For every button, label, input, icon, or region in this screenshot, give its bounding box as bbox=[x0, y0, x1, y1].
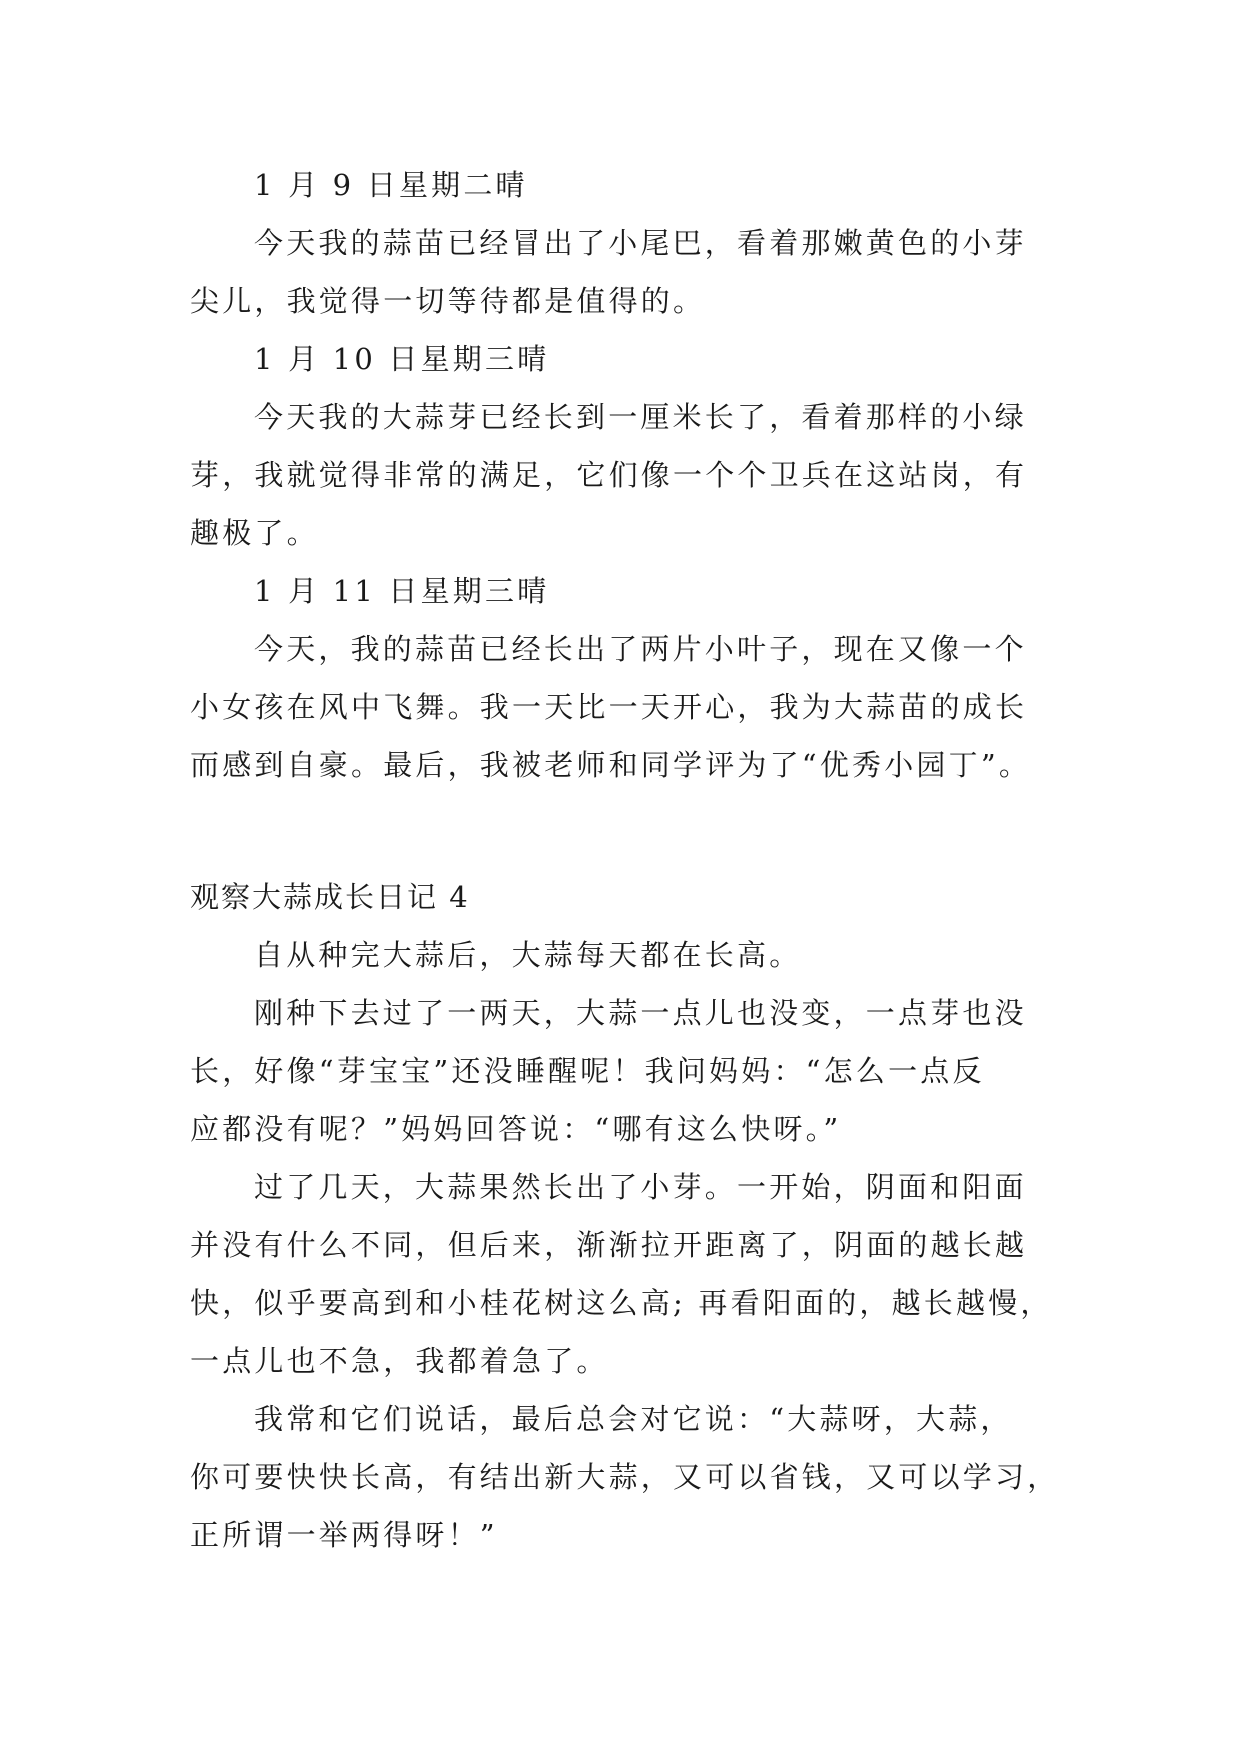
paragraph-line: 正所谓一举两得呀！” bbox=[190, 1518, 498, 1552]
paragraph-line: 你可要快快长高，有结出新大蒜，又可以省钱，又可以学习， bbox=[190, 1460, 1060, 1494]
paragraph-line: 我常和它们说话，最后总会对它说：“大蒜呀，大蒜， bbox=[254, 1402, 1013, 1436]
section-title: 观察大蒜成长日记 4 bbox=[190, 880, 470, 914]
diary-date: 1 月 9 日星期二晴 bbox=[254, 168, 528, 202]
paragraph-line: 趣极了。 bbox=[190, 516, 319, 550]
paragraph-line: 今天，我的蒜苗已经长出了两片小叶子，现在又像一个 bbox=[254, 632, 1027, 666]
paragraph-line: 尖儿，我觉得一切等待都是值得的。 bbox=[190, 284, 706, 318]
paragraph-line: 一点儿也不急，我都着急了。 bbox=[190, 1344, 609, 1378]
paragraph-line: 而感到自豪。最后，我被老师和同学评为了“优秀小园丁”。 bbox=[190, 748, 1032, 782]
section-spacer bbox=[190, 794, 1070, 868]
paragraph-line: 过了几天，大蒜果然长出了小芽。一开始，阴面和阳面 bbox=[254, 1170, 1027, 1204]
diary-date: 1 月 10 日星期三晴 bbox=[254, 342, 550, 376]
document-body bbox=[190, 156, 1070, 1564]
paragraph-line: 今天我的蒜苗已经冒出了小尾巴，看着那嫩黄色的小芽 bbox=[254, 226, 1027, 260]
paragraph-line: 芽，我就觉得非常的满足，它们像一个个卫兵在这站岗，有 bbox=[190, 458, 1028, 492]
paragraph-line: 并没有什么不同，但后来，渐渐拉开距离了，阴面的越长越 bbox=[190, 1228, 1028, 1262]
diary-date: 1 月 11 日星期三晴 bbox=[254, 574, 550, 608]
paragraph-line: 小女孩在风中飞舞。我一天比一天开心，我为大蒜苗的成长 bbox=[190, 690, 1028, 724]
paragraph-line: 今天我的大蒜芽已经长到一厘米长了，看着那样的小绿 bbox=[254, 400, 1027, 434]
paragraph-line: 刚种下去过了一两天，大蒜一点儿也没变，一点芽也没 bbox=[254, 996, 1027, 1030]
paragraph-line: 自从种完大蒜后，大蒜每天都在长高。 bbox=[254, 938, 802, 972]
paragraph-line: 应都没有呢？”妈妈回答说：“哪有这么快呀。” bbox=[190, 1112, 842, 1146]
paragraph-line: 长，好像“芽宝宝”还没睡醒呢！我问妈妈：“怎么一点反 bbox=[190, 1054, 985, 1088]
paragraph-line: 快，似乎要高到和小桂花树这么高; 再看阳面的，越长越慢， bbox=[190, 1286, 1053, 1320]
